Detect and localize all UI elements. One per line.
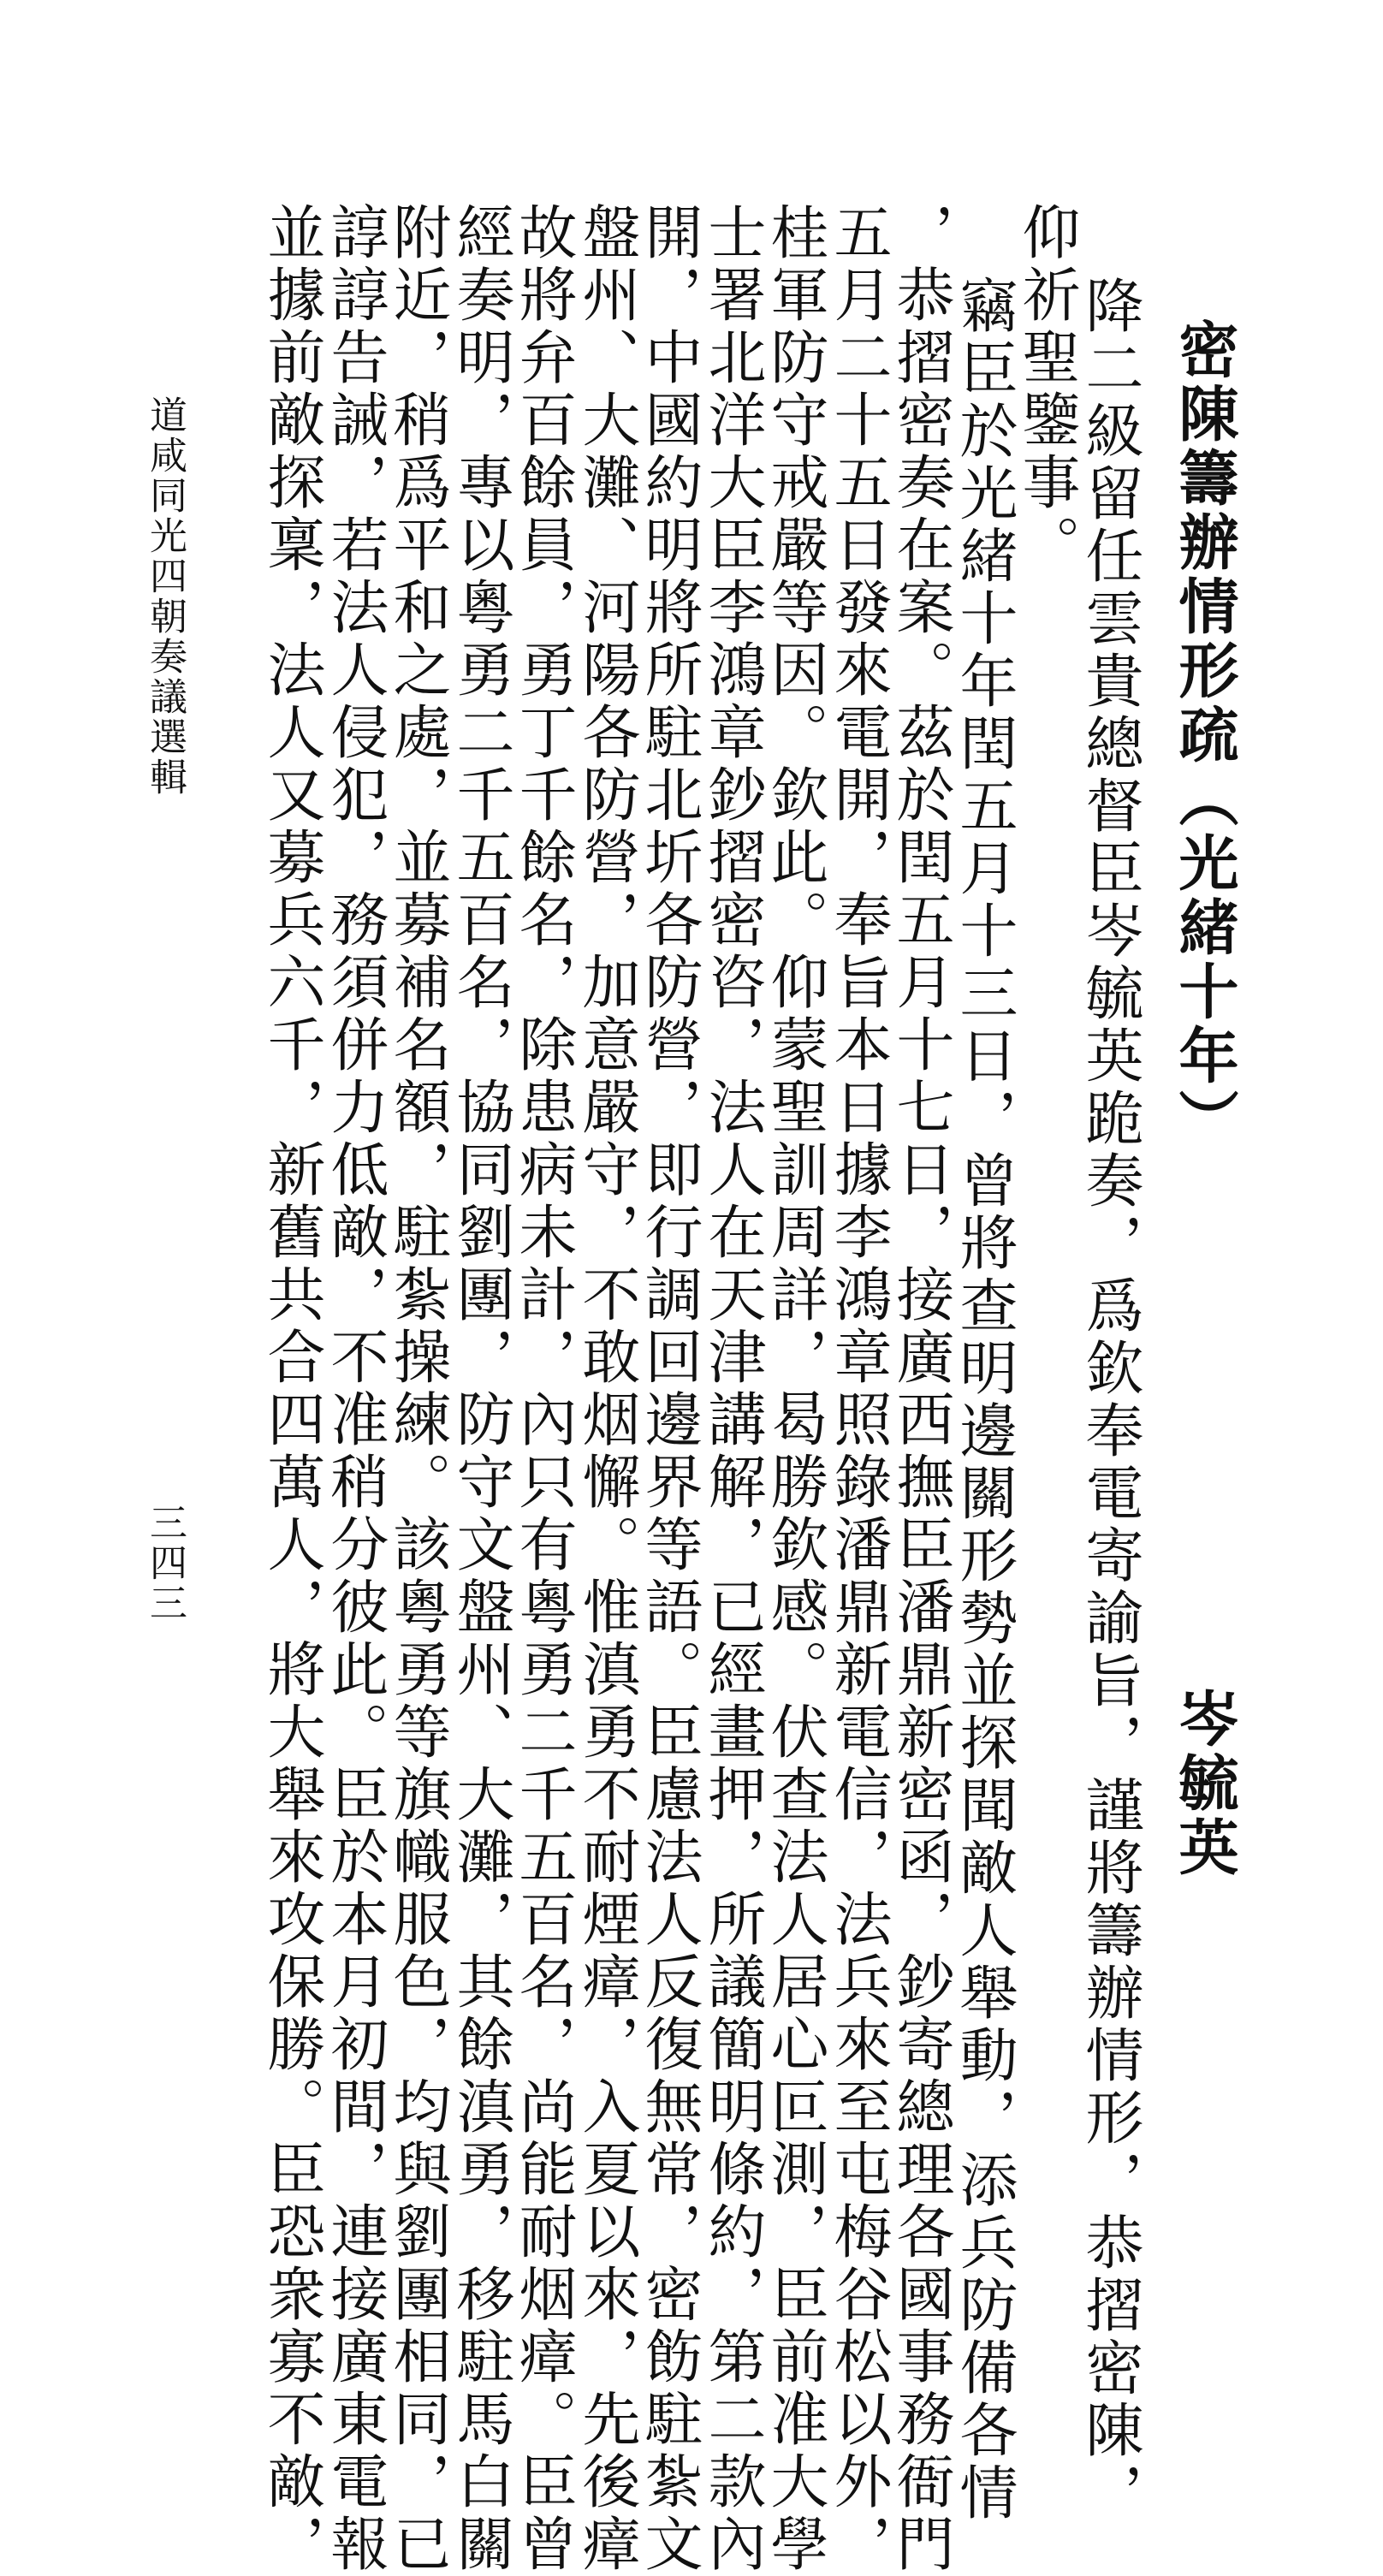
text-column: 士署北洋大臣李鴻章鈔摺密咨，法人在天津講解，已經畫押，所議簡明條約，第二款內 xyxy=(698,202,766,2576)
document-title: 密陳籌辦情形疏（光緒十年） xyxy=(1169,318,1240,1153)
text-column: 經奏明，專以粵勇二千五百名，協同劉團，防守文盤州、大灘，其餘滇勇，移駐馬白關 xyxy=(447,202,514,2576)
text-column: 附近，稍爲平和之處，並募補名額，駐紮操練。該粵勇等旗幟服色，均與劉團相同，已 xyxy=(383,202,451,2576)
book-title: 道咸同光四朝奏議選輯 xyxy=(143,395,187,798)
text-column: 竊臣於光緒十年閏五月十三日，曾將查明邊關形勢並探聞敵人舉動，添兵防備各情 xyxy=(950,276,1018,2525)
author-name: 岑毓英 xyxy=(1169,1688,1240,1880)
text-column: 並據前敵探稟，法人又募兵六千，新舊共合四萬人，將大舉來攻保勝。臣恐衆寡不敵， xyxy=(258,202,325,2576)
text-column: 諄諄告誡，若法人侵犯，務須併力低敵，不准稍分彼此。臣於本月初間，連接廣東電報 xyxy=(321,202,389,2576)
text-column: 盤州、大灘、河陽各防營，加意嚴守，不敢烟懈。惟滇勇不耐煙瘴，入夏以來，先後瘴 xyxy=(573,202,640,2576)
text-column: ，恭摺密奏在案。茲於閏五月十七日，接廣西撫臣潘鼎新密函，鈔寄總理各國事務衙門 xyxy=(887,202,954,2576)
text-column: 仰祈聖鑒事。 xyxy=(1012,202,1080,577)
text-column: 降二級留任雲貴總督臣岑毓英跪奏，爲欽奉電寄諭旨，謹將籌辦情形，恭摺密陳， xyxy=(1076,276,1143,2525)
text-column: 五月二十五日發來電開，奉旨本日據李鴻章照錄潘鼎新電信，法兵來至屯梅谷松以外， xyxy=(824,202,892,2576)
text-column: 開，中國約明將所駐北圻各防營，即行調回邊界等語。臣慮法人反復無常，密飭駐紮文 xyxy=(635,202,703,2576)
text-column: 故將弁百餘員，勇丁千餘名，除患病未計，內只有粵勇二千五百名，尚能耐烟瘴。臣曾 xyxy=(509,202,577,2576)
text-column: 桂軍防守戒嚴等因。欽此。仰蒙聖訓周詳，曷勝欽感。伏查法人居心叵測，臣前准大學 xyxy=(761,202,828,2576)
page-number: 三四三 xyxy=(143,1503,187,1623)
